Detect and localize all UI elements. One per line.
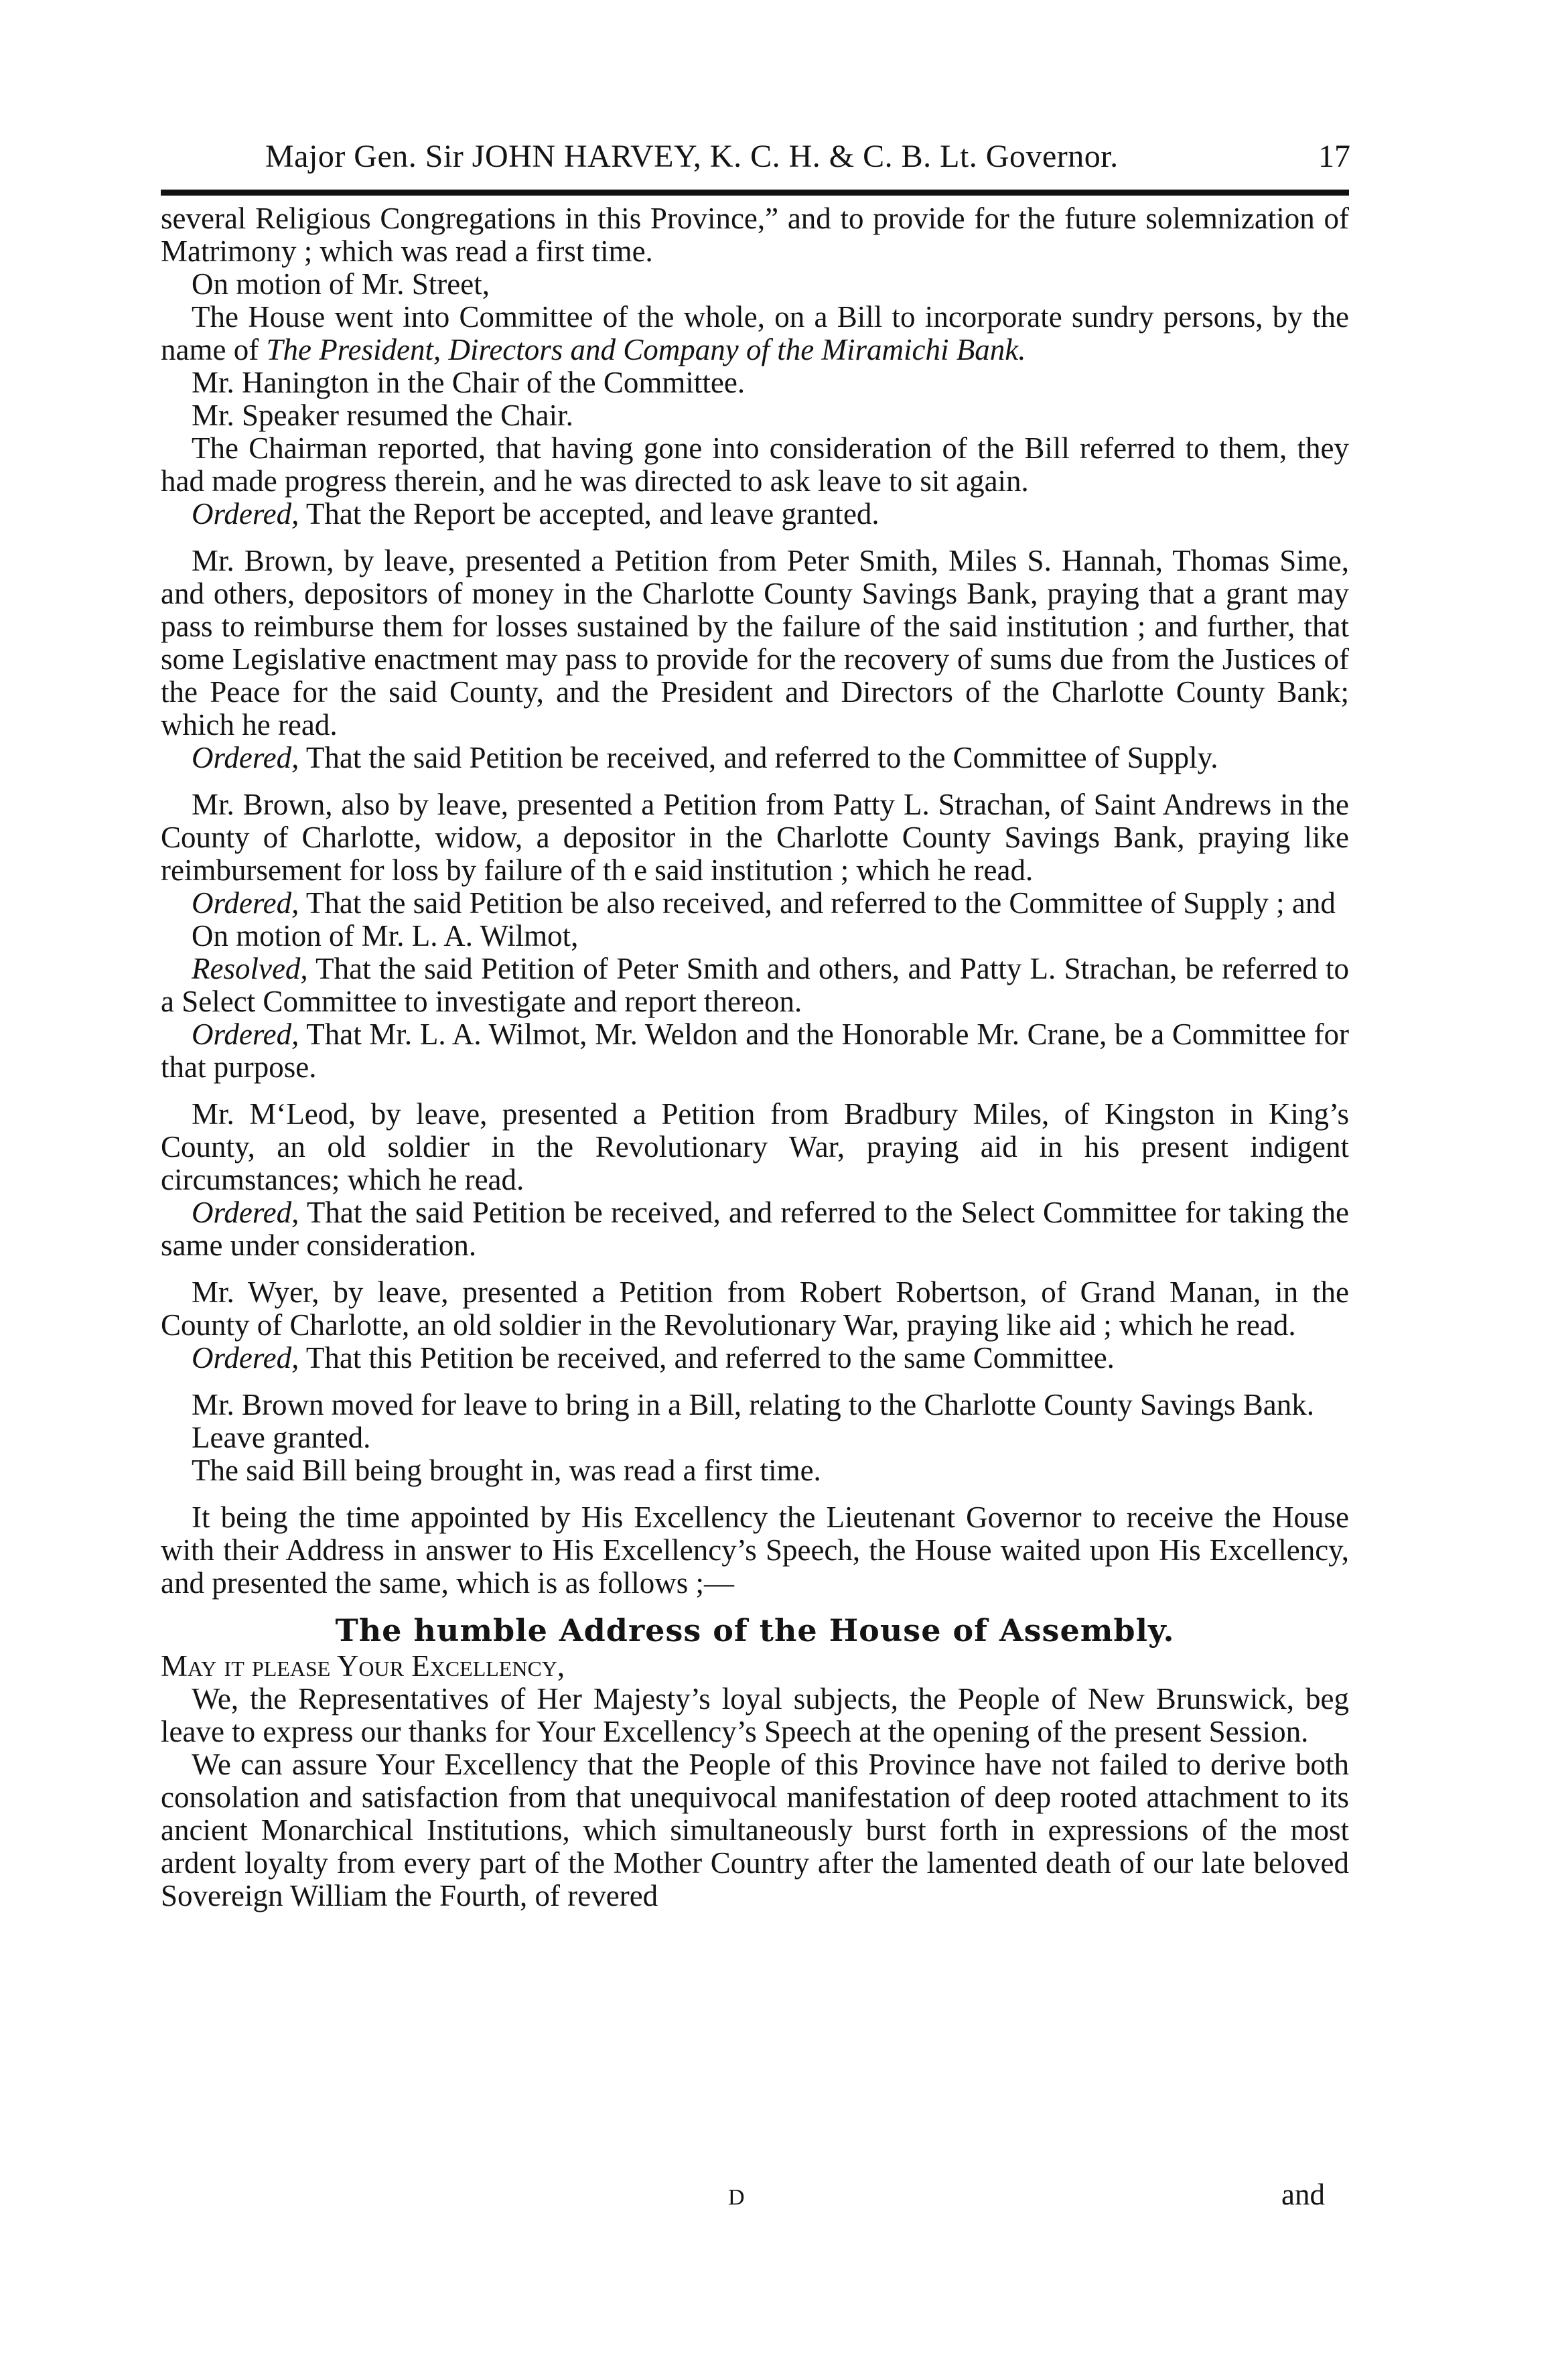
paragraph: On motion of Mr. Street, (192, 267, 490, 301)
paragraph-text: That this Petition be received, and referred to the same Committee. (299, 1341, 1115, 1375)
paragraph: Mr. Brown, also by leave, presented a Petition from Patty L. Strachan, of Saint Andrews in the County of Charlotte, widow, a depositor in the Charlotte County Savings Bank, praying like reimbursement for loss by failure of th e said institution ; which he read. (161, 788, 1349, 887)
paragraph-text: That the said Petition of Peter Smith and others, and Patty L. Strachan, be referred to a Select Committee to investigate and report thereon. (161, 952, 1349, 1018)
paragraph: Leave granted. (192, 1421, 371, 1454)
bank-name: The President, Directors and Company of the Miramichi Bank. (266, 333, 1026, 366)
paragraph-text: The House went into Committee of the whole, on a Bill to incorporate sundry persons, by the name of (161, 300, 1349, 366)
paragraph (161, 1018, 1349, 1084)
salutation: May it please Your Excellency, (161, 1649, 565, 1683)
resolved-label: Resolved, (192, 952, 308, 985)
paragraph: The Chairman reported, that having gone into consideration of the Bill referred to them, they had made progress therein, and he was directed to ask leave to sit again. (161, 431, 1349, 498)
paragraph: Mr. Wyer, by leave, presented a Petition from Robert Robertson, of Grand Manan, in the County of Charlotte, an old soldier in the Revolutionary War, praying like aid ; which he read. (161, 1275, 1349, 1342)
header-rule (161, 190, 1349, 196)
paragraph: Mr. Brown moved for leave to bring in a Bill, relating to the Charlotte County Savings Bank. (192, 1388, 1315, 1421)
paragraph: Mr. Hanington in the Chair of the Committee. (192, 366, 746, 399)
ordered-label: Ordered, (192, 1341, 299, 1375)
paragraph-text: That the said Petition be received, and referred to the Committee of Supply. (299, 741, 1218, 774)
paragraph (161, 887, 1349, 920)
ordered-label: Ordered, (192, 886, 299, 920)
paragraph: Mr. M‘Leod, by leave, presented a Petition from Bradbury Miles, of Kingston in King’s County, an old soldier in the Revolutionary War, praying aid in his present indigent circumstances; which he read. (161, 1097, 1349, 1196)
ordered-label: Ordered, (192, 1018, 299, 1051)
paragraph: The said Bill being brought in, was read a first time. (192, 1454, 821, 1487)
ordered-label: Ordered, (192, 741, 299, 774)
ordered-label: Ordered, (192, 1196, 299, 1229)
page-number: 17 (1318, 139, 1350, 174)
paragraph: Mr. Brown, by leave, presented a Petition from Peter Smith, Miles S. Hannah, Thomas Sime, and others, depositors of money in the Charlotte County Savings Bank, praying that a grant may pass to reimburse them for losses sustained by the failure of the said institution ; and further, that some Legislative enactment may pass to provide for the recovery of sums due from the Justices of the Peace for the said County, and the President and Directors of the Charlotte County Bank; which he read. (161, 544, 1349, 742)
paragraph (161, 1342, 1349, 1375)
running-title: Major Gen. Sir JOHN HARVEY, K. C. H. & C. B. Lt. Governor. (265, 139, 1119, 174)
running-header (265, 138, 1350, 178)
paragraph (161, 953, 1349, 1018)
paragraph: Mr. Speaker resumed the Chair. (192, 399, 573, 432)
paragraph-text: That the Report be accepted, and leave granted. (299, 497, 879, 531)
paragraph (161, 1196, 1349, 1262)
paragraph (161, 301, 1349, 366)
body-text (161, 202, 1349, 1912)
paragraph: We can assure Your Excellency that the People of this Province have not failed to derive both consolation and satisfaction from that unequivocal manifestation of deep rooted attachment to its ancient Monarchical Institutions, which simultaneously burst forth in expressions of the most ardent loyalty from every part of the Mother Country after the lamented death of our late beloved Sovereign William the Fourth, of revered (161, 1748, 1349, 1912)
address-title: The humble Address of the House of Assembly. (335, 1612, 1175, 1649)
paragraph: It being the time appointed by His Excellency the Lieutenant Governor to receive the House with their Address in answer to His Excellency’s Speech, the House waited upon His Excellency, and presented the same, which is as follows ;— (161, 1500, 1349, 1600)
paragraph-text: That the said Petition be also received, and referred to the Committee of Supply ; and (299, 886, 1336, 920)
paragraph-text: That the said Petition be received, and referred to the Select Committee for taking the same under consideration. (161, 1196, 1349, 1262)
ordered-label: Ordered, (192, 497, 299, 531)
paragraph (161, 498, 1349, 531)
paragraph: several Religious Congregations in this Province,” and to provide for the future solemnization of Matrimony ; which was read a first time. (161, 202, 1349, 268)
paragraph (161, 742, 1349, 774)
catchword: and (1281, 2178, 1325, 2211)
signature-mark: D (728, 2185, 745, 2210)
paragraph-text: That Mr. L. A. Wilmot, Mr. Weldon and the Honorable Mr. Crane, be a Committee for that purpose. (161, 1018, 1349, 1084)
paragraph: On motion of Mr. L. A. Wilmot, (192, 919, 579, 953)
paragraph: We, the Representatives of Her Majesty’s loyal subjects, the People of New Brunswick, beg leave to express our thanks for Your Excellency’s Speech at the opening of the present Session. (161, 1682, 1349, 1748)
